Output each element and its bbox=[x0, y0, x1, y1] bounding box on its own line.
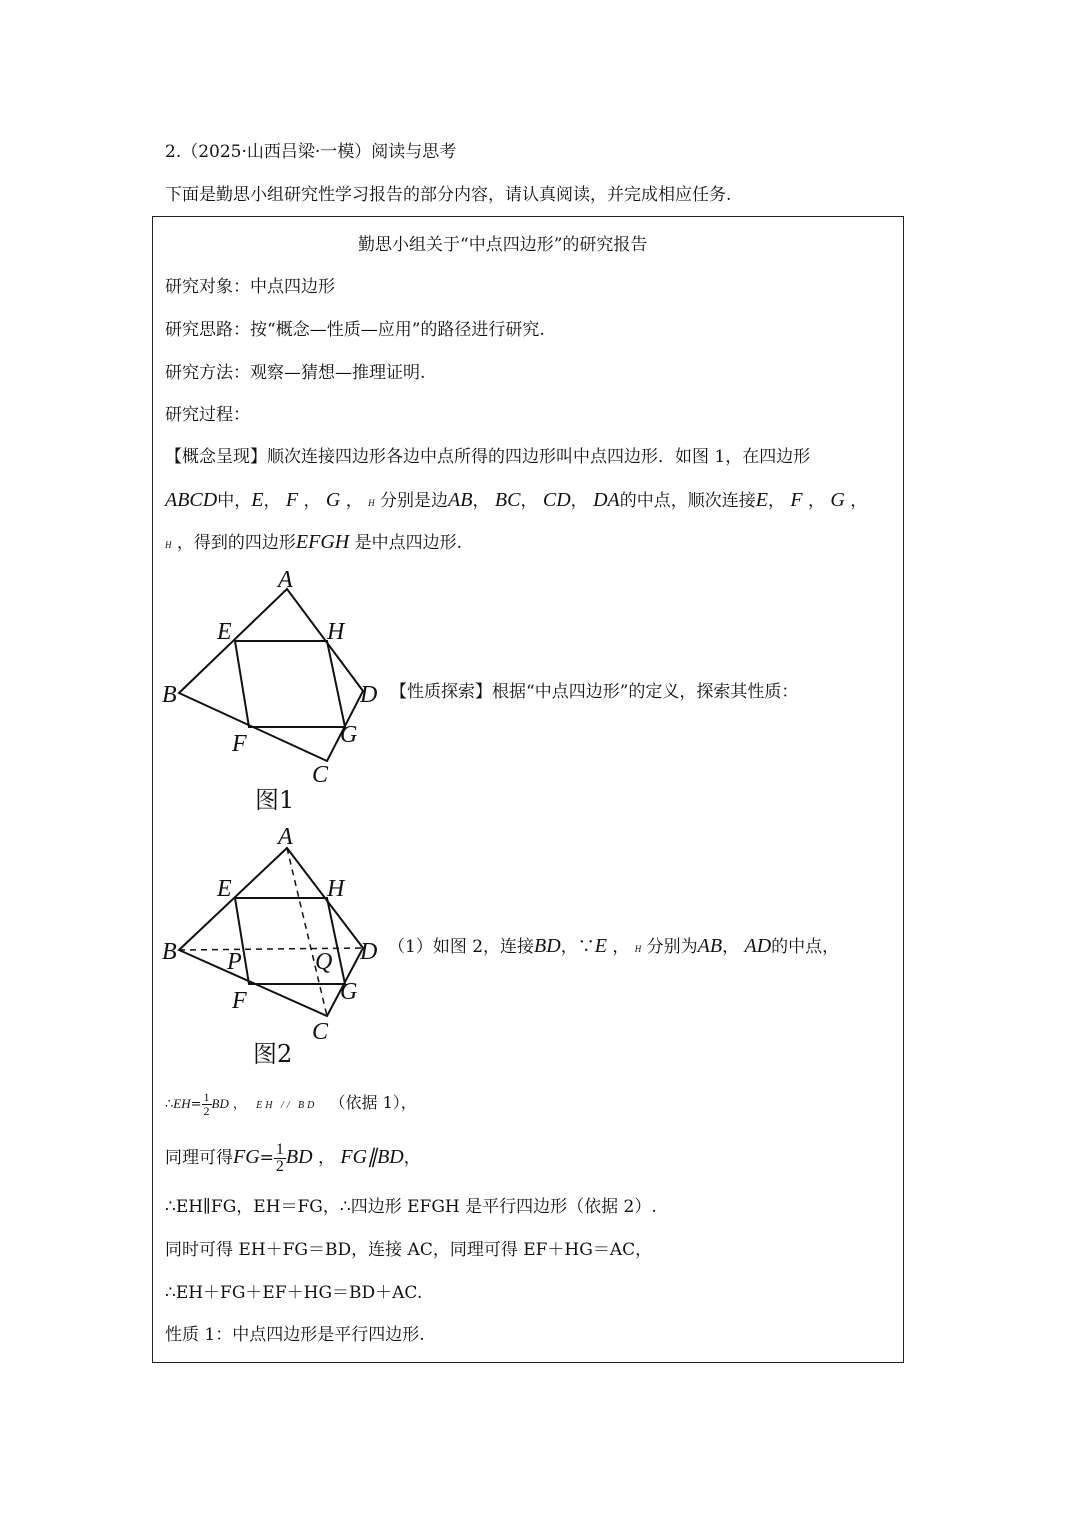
concept-line-1: 【概念呈现】顺次连接四边形各边中点所得的四边形叫中点四边形．如图 1，在四边形 bbox=[165, 447, 811, 467]
fig2-label-f: F bbox=[232, 988, 247, 1014]
concept-line-3: H ，得到的四边形EFGH 是中点四边形. bbox=[165, 531, 463, 553]
step1-line: （1）如图 2，连接BD，∵E ， H 分别为AB， AD的中点， bbox=[388, 935, 840, 957]
sum-line-2: ∴EH＋FG＋EF＋HG＝BD＋AC. bbox=[165, 1283, 423, 1303]
fig2-label-b: B bbox=[162, 939, 177, 965]
report-title: 勤思小组关于“中点四边形”的研究报告 bbox=[358, 235, 648, 255]
fig2-label-h: H bbox=[327, 876, 345, 902]
fig1-label-g: G bbox=[340, 722, 358, 748]
fig2-caption: 图2 bbox=[253, 1040, 293, 1068]
fig2-quadrilateral-abcd bbox=[179, 848, 363, 1016]
question-header: 2.（2025·山西吕梁·一模）阅读与思考 bbox=[165, 142, 457, 162]
fig1-label-a: A bbox=[278, 567, 293, 593]
report-process: 研究过程： bbox=[165, 405, 250, 425]
quad-abcd: ABCD bbox=[165, 489, 218, 511]
fig1-label-f: F bbox=[232, 731, 247, 757]
fig1-label-e: E bbox=[217, 619, 232, 645]
figure-2 bbox=[155, 820, 385, 1075]
fg-line: 同理可得FG= $\frac{1}{2}$ BD ， FG∥BD， bbox=[165, 1141, 421, 1175]
fig1-midpoint-quadrilateral bbox=[235, 641, 345, 727]
report-object: 研究对象：中点四边形 bbox=[165, 277, 335, 297]
report-idea: 研究思路：按“概念—性质—应用”的路径进行研究. bbox=[165, 320, 545, 340]
question-intro: 下面是勤思小组研究性学习报告的部分内容，请认真阅读，并完成相应任务. bbox=[165, 185, 732, 205]
fig2-label-a: A bbox=[278, 824, 293, 850]
fig1-label-b: B bbox=[162, 682, 177, 708]
fig2-label-g: G bbox=[340, 979, 358, 1005]
fig2-diagonal-bd bbox=[179, 948, 363, 950]
fig2-label-e: E bbox=[217, 876, 232, 902]
property-1: 性质 1：中点四边形是平行四边形. bbox=[165, 1325, 425, 1345]
fig2-label-c: C bbox=[312, 1019, 329, 1045]
concept-line-2: ABCD中，E， F ， G ， H 分别是边AB， BC， CD， DA的中点，顺次连接E， F ， G ， bbox=[165, 489, 868, 511]
fig2-label-d: D bbox=[360, 939, 378, 965]
parallelogram-line: ∴EH∥FG，EH＝FG，∴四边形 EFGH 是平行四边形（依据 2）. bbox=[165, 1197, 657, 1217]
fig1-label-h: H bbox=[327, 619, 345, 645]
report-method: 研究方法：观察—猜想—推理证明. bbox=[165, 363, 426, 383]
fig1-label-c: C bbox=[312, 762, 329, 788]
fig1-quadrilateral-abcd bbox=[179, 589, 363, 761]
fig1-caption: 图1 bbox=[255, 786, 295, 814]
figure-1 bbox=[155, 565, 385, 820]
fig2-label-p: P bbox=[227, 949, 242, 975]
property-explore: 【性质探索】根据“中点四边形”的定义，探索其性质： bbox=[390, 682, 799, 702]
fig1-label-d: D bbox=[360, 682, 378, 708]
fig2-label-q: Q bbox=[315, 949, 333, 975]
sum-line-1: 同时可得 EH＋FG＝BD，连接 AC，同理可得 EF＋HG＝AC， bbox=[165, 1240, 653, 1260]
eh-line: ∴EH= $\frac{1}{2}$ BD ， EH // BD （依据 1）， bbox=[165, 1090, 417, 1118]
